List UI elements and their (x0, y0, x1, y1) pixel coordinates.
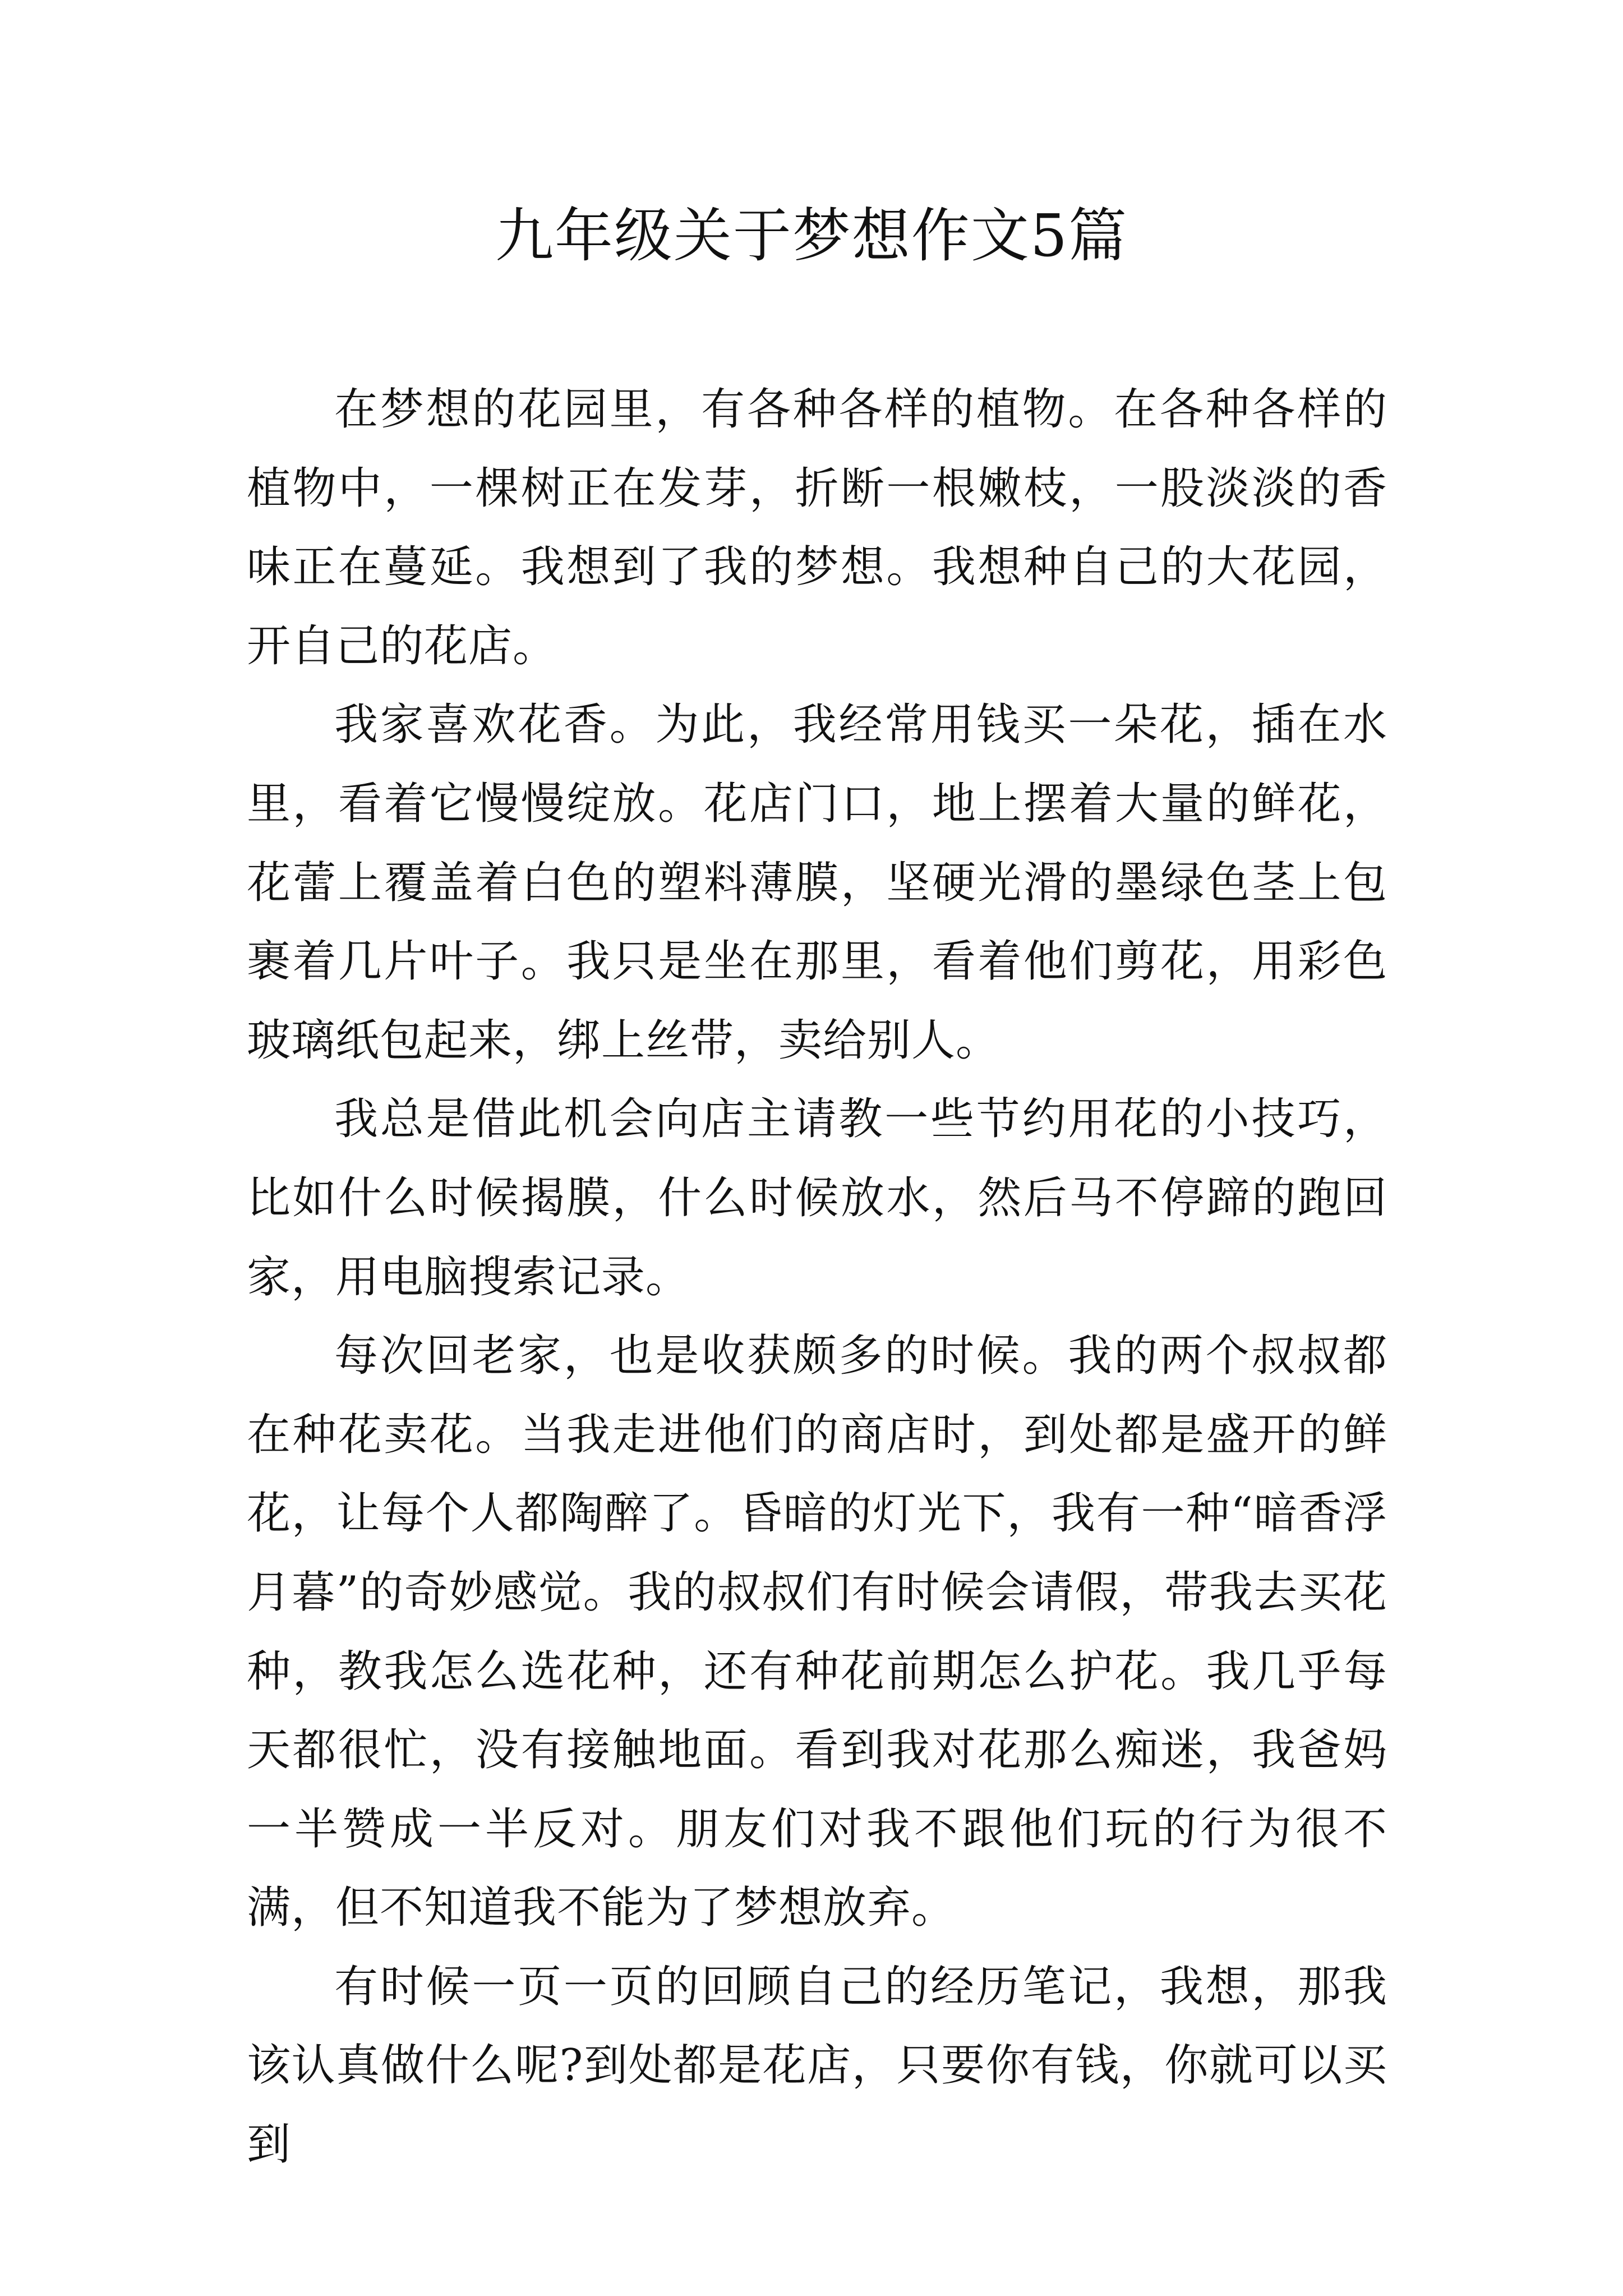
paragraph-5: 有时候一页一页的回顾自己的经历笔记，我想，那我该认真做什么呢?到处都是花店，只要你有钱，你就可以买到 (247, 1961, 1387, 2170)
paragraph-1: 在梦想的花园里，有各种各样的植物。在各种各样的植物中，一棵树正在发芽，折断一根嫩枝，一股淡淡的香味正在蔓延。我想到了我的梦想。我想种自己的大花园，开自己的花店。 (247, 384, 1387, 671)
document-title: 九年级关于梦想作文5篇 (495, 201, 1128, 270)
paragraph-4: 每次回老家，也是收获颇多的时候。我的两个叔叔都在种花卖花。当我走进他们的商店时，到处都是盛开的鲜花，让每个人都陶醉了。昏暗的灯光下，我有一种“暗香浮月暮”的奇妙感觉。我的叔叔们有时候会请假，带我去买花种，教我怎么选花种，还有种花前期怎么护花。我几乎每天都很忙，没有接触地面。看到我对花那么痴迷，我爸妈一半赞成一半反对。朋友们对我不跟他们玩的行为很不满，但不知道我不能为了梦想放弃。 (247, 1331, 1387, 1934)
paragraph-2: 我家喜欢花香。为此，我经常用钱买一朵花，插在水里，看着它慢慢绽放。花店门口，地上摆着大量的鲜花，花蕾上覆盖着白色的塑料薄膜，坚硬光滑的墨绿色茎上包裹着几片叶子。我只是坐在那里，看着他们剪花，用彩色玻璃纸包起来，绑上丝带，卖给别人。 (247, 700, 1387, 1066)
paragraph-3: 我总是借此机会向店主请教一些节约用花的小技巧，比如什么时候揭膜，什么时候放水，然后马不停蹄的跑回家，用电脑搜索记录。 (247, 1094, 1387, 1303)
document-body (247, 370, 1387, 2184)
